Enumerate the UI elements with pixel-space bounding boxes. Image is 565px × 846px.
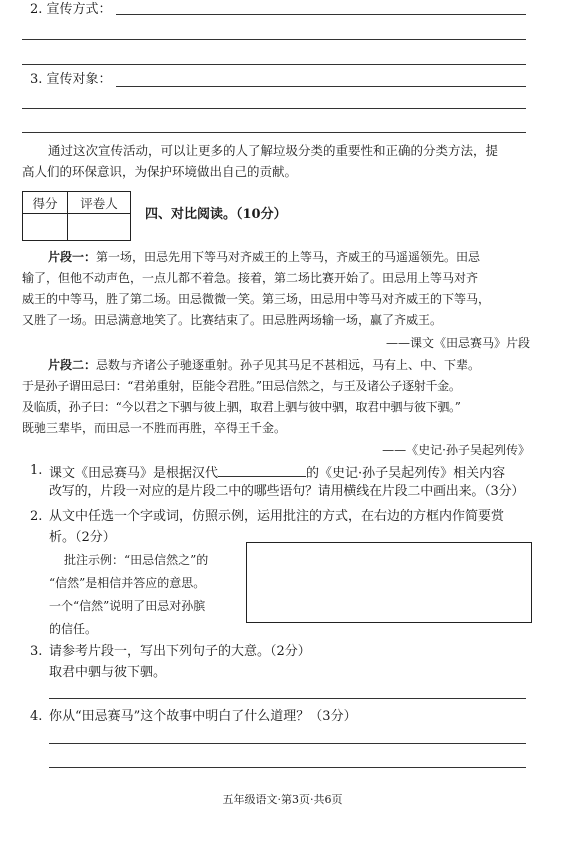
passage-1-line-1: 片段一：第一场，田忌先用下等马对齐威王的上等马，齐威王的马遥遥领先。田忌: [48, 250, 481, 264]
q1-line-1: 课文《田忌赛马》是根据汉代 的《史记·孙子吴起列传》相关内容: [49, 462, 505, 483]
passage-1-source: ——课文《田忌赛马》片段: [385, 336, 530, 350]
conclusion-line-1: 通过这次宣传活动，可以让更多的人了解垃圾分类的重要性和正确的分类方法，提: [48, 143, 499, 158]
passage-1-line-4: 又胜了一场。田忌满意地笑了。比赛结束了。田忌胜两场输一场，赢了齐威王。: [22, 313, 443, 327]
passage-2-source: ——《史记·孙子吴起列传》: [382, 443, 530, 457]
passage-2-line-1: 片段二：忌数与齐诸公子驰逐重射。孙子见其马足不甚相远，马有上、中、下辈。: [48, 358, 481, 372]
grader-header: 评卷人: [68, 192, 131, 214]
q3-line-2: 取君中驷与彼下驷。: [49, 665, 167, 680]
answer-line[interactable]: [22, 108, 526, 109]
question-2-label: 2. 宣传方式：: [30, 2, 112, 17]
answer-line[interactable]: [49, 698, 526, 699]
q4-line-1: 你从“田忌赛马”这个故事中明白了什么道理？（3分）: [49, 709, 357, 724]
passage-2-line-2: 于是孙子谓田忌曰：“君弟重射，臣能令君胜。”田忌信然之，与王及诸公子逐射千金。: [22, 379, 461, 393]
answer-line[interactable]: [116, 14, 526, 15]
q1-number: 1.: [30, 463, 43, 478]
q2-line-2: 析。（2分）: [49, 530, 116, 545]
answer-line[interactable]: [49, 743, 526, 744]
passage-1-line-3: 威王的中等马，胜了第二场。田忌微微一笑。第三场，田忌用中等马对齐威王的下等马，: [22, 292, 491, 306]
passage-2-line-3: 及临质，孙子曰：“今以君之下驷与彼上驷，取君上驷与彼中驷，取君中驷与彼下驷。”: [22, 400, 461, 414]
answer-line[interactable]: [22, 132, 526, 133]
passage-2-line-4: 既驰三辈毕，而田忌一不胜而再胜，卒得王千金。: [22, 421, 287, 435]
annotation-example-line-2: “信然”是相信并答应的意思。: [49, 576, 206, 590]
annotation-answer-box[interactable]: [246, 542, 532, 623]
grader-cell[interactable]: [68, 214, 131, 241]
page-footer: 五年级语文·第3页·共6页: [222, 793, 343, 806]
q2-line-1: 从文中任选一个字或词，仿照示例，运用批注的方式，在右边的方框内作简要赏: [49, 509, 505, 524]
score-table: [22, 191, 131, 241]
annotation-example-line-1: 批注示例：“田忌信然之”的: [64, 553, 209, 567]
answer-line[interactable]: [116, 86, 526, 87]
passage-1-label: 片段一：: [48, 250, 97, 264]
score-header: 得分: [23, 192, 68, 214]
annotation-example-line-3: 一个“信然”说明了田忌对孙膑: [49, 599, 206, 613]
answer-line[interactable]: [22, 39, 526, 40]
q1-blank[interactable]: [218, 462, 306, 477]
conclusion-line-2: 高人们的环保意识，为保护环境做出自己的贡献。: [22, 164, 298, 179]
passage-1-line-2: 输了，但他不动声色，一点儿都不着急。接着，第二场比赛开始了。田忌用上等马对齐: [22, 271, 479, 285]
q4-number: 4.: [30, 709, 43, 724]
question-3-label: 3. 宣传对象：: [30, 72, 112, 87]
score-cell[interactable]: [23, 214, 68, 241]
annotation-example-line-4: 的信任。: [49, 622, 98, 636]
q2-number: 2.: [30, 509, 43, 524]
passage-2-label: 片段二：: [48, 358, 97, 372]
q1-line-2: 改写的，片段一对应的是片段二中的哪些语句？请用横线在片段二中画出来。（3分）: [49, 484, 525, 499]
q3-number: 3.: [30, 644, 43, 659]
answer-line[interactable]: [22, 64, 526, 65]
section-title: 四、对比阅读。（10分）: [145, 207, 287, 222]
answer-line[interactable]: [49, 767, 526, 768]
q3-line-1: 请参考片段一，写出下列句子的大意。（2分）: [49, 644, 311, 659]
